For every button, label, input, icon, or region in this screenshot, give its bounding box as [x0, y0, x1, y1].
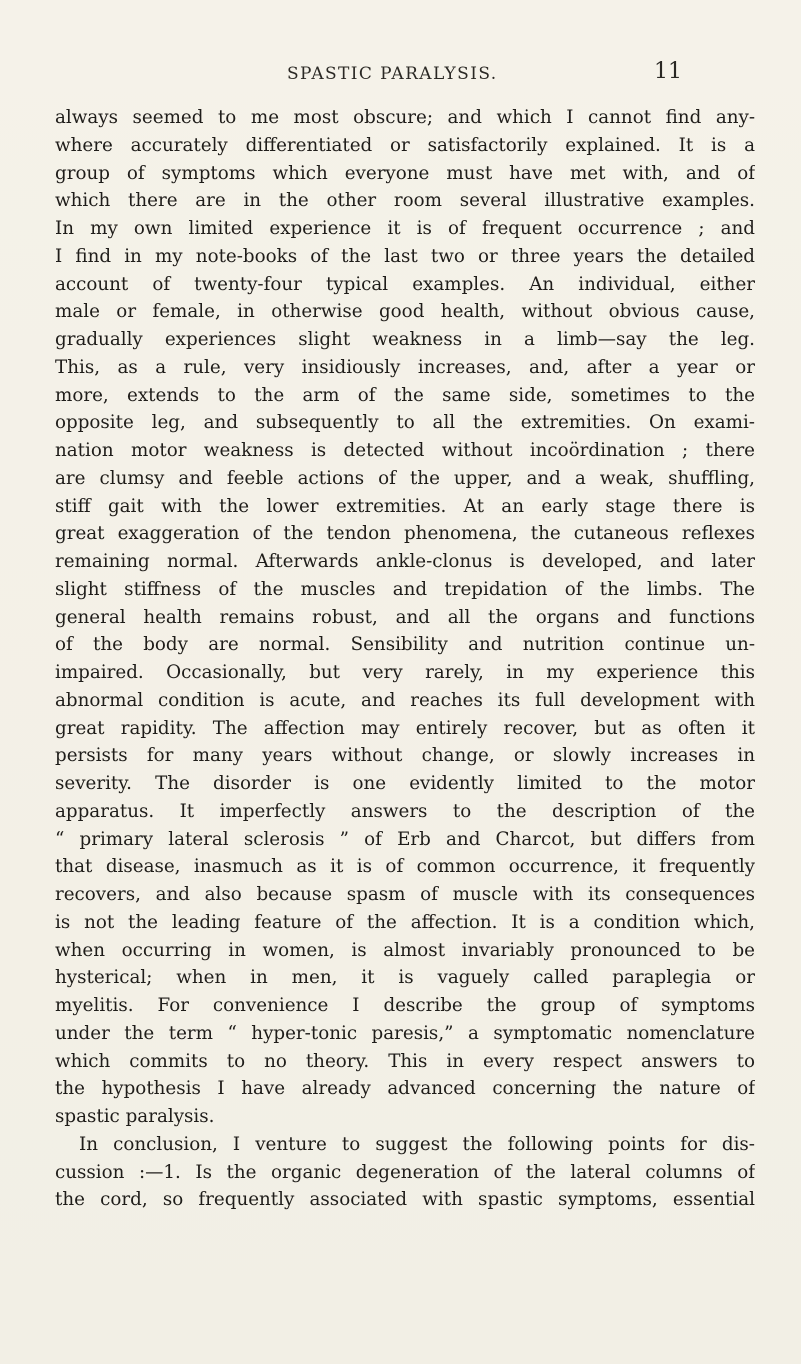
text-line: abnormal condition is acute, and reaches its full development with [55, 689, 755, 711]
text-line: slight stiffness of the muscles and trepidation of the limbs. The [55, 578, 755, 600]
text-line: account of twenty-four typical examples. An individual, either [55, 273, 755, 295]
text-line: more, extends to the arm of the same side, sometimes to the [55, 384, 755, 406]
text-line: group of symptoms which everyone must have met with, and of [55, 162, 755, 184]
text-line: which there are in the other room several illustrative examples. [55, 190, 755, 212]
text-line: apparatus. It imperfectly answers to the description of the [55, 800, 755, 822]
text-line: recovers, and also because spasm of muscle with its consequences [55, 884, 755, 905]
text-line: myelitis. For convenience I describe the group of symptoms [55, 995, 755, 1016]
text-line: are clumsy and feeble actions of the upper, and a weak, shuffling, [55, 467, 755, 489]
text-line: general health remains robust, and all the organs and functions [55, 606, 755, 628]
text-line: stiff gait with the lower extremities. At an early stage there is [55, 495, 755, 517]
running-head [0, 59, 801, 92]
text-line: of the body are normal. Sensibility and nutrition continue un- [55, 634, 755, 656]
text-line: I find in my note-books of the last two or three years the detailed [55, 245, 755, 267]
text-line: great exaggeration of the tendon phenomena, the cutaneous reflexes [55, 523, 755, 545]
text-line: male or female, in otherwise good health, without obvious cause, [55, 301, 755, 323]
text-line: the hypothesis I have already advanced concerning the nature of [55, 1078, 755, 1100]
text-line: where accurately differentiated or satisfactorily explained. It is a [55, 134, 755, 156]
text-line: hysterical; when in men, it is vaguely called paraplegia or [55, 967, 755, 989]
text-line: is not the leading feature of the affection. It is a condition which, [55, 911, 755, 933]
text-line: which commits to no theory. This in every respect answers to [55, 1050, 755, 1072]
text-line: In my own limited experience it is of frequent occurrence ; and [55, 218, 755, 239]
text-line: great rapidity. The affection may entirely recover, but as often it [55, 717, 755, 739]
text-line: nation motor weakness is detected without incoördination ; there [55, 440, 755, 461]
text-line: when occurring in women, is almost invariably pronounced to be [55, 939, 755, 961]
text-line: persists for many years without change, or slowly increases in [55, 745, 755, 767]
text-line: the cord, so frequently associated with spastic symptoms, essential [55, 1189, 755, 1211]
text-line: under the term “ hyper-tonic paresis,” a symptomatic nomenclature [55, 1022, 755, 1044]
text-line: opposite leg, and subsequently to all the extremities. On exami- [55, 412, 755, 434]
text-line: severity. The disorder is one evidently limited to the motor [55, 773, 755, 794]
text-line: “ primary lateral sclerosis ” of Erb and Charcot, but differs from [55, 828, 755, 850]
text-line: remaining normal. Afterwards ankle-clonus is developed, and later [55, 551, 755, 572]
text-line: In conclusion, I venture to suggest the following points for dis- [79, 1133, 755, 1155]
text-line: gradually experiences slight weakness in a limb—say the leg. [55, 329, 755, 350]
text-line: impaired. Occasionally, but very rarely, in my experience this [55, 662, 755, 683]
body-text [55, 104, 755, 1214]
page-number: 11 [654, 59, 682, 84]
text-line: spastic paralysis. [55, 1106, 215, 1127]
text-line: This, as a rule, very insidiously increases, and, after a year or [55, 356, 755, 378]
text-line: that disease, inasmuch as it is of common occurrence, it frequently [55, 856, 755, 878]
text-line: cussion :—1. Is the organic degeneration of the lateral columns of [55, 1161, 755, 1183]
text-line: always seemed to me most obscure; and which I cannot find any- [55, 107, 755, 128]
running-title: SPASTIC PARALYSIS. [287, 64, 498, 84]
